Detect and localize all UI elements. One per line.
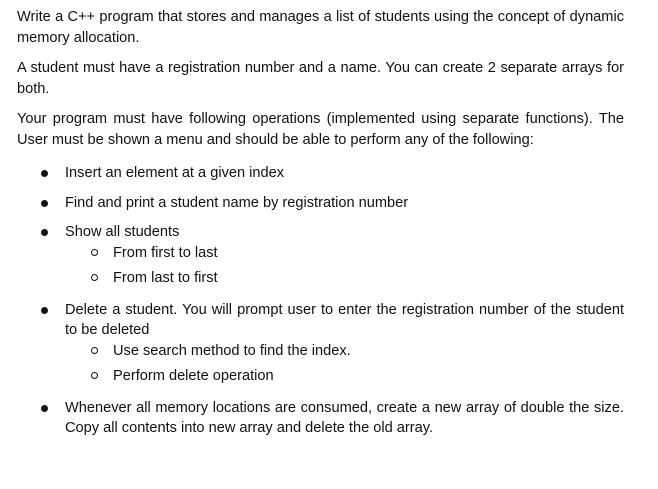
bullet-icon	[41, 307, 48, 314]
hollow-bullet-icon	[91, 249, 98, 256]
requirements-paragraph: A student must have a registration number and a name. You can create 2 separate arrays for both.	[17, 60, 624, 97]
operation-insert: Insert an element at a given index	[65, 165, 285, 181]
intro-paragraph: Write a C++ program that stores and manages a list of students using the concept of dynamic memory allocation.	[17, 9, 624, 46]
delete-perform-step: Perform delete operation	[113, 368, 274, 384]
list-item	[17, 398, 624, 439]
list-item	[17, 222, 624, 289]
delete-sublist	[65, 341, 624, 387]
delete-search-step: Use search method to find the index.	[113, 342, 351, 359]
show-first-to-last: From first to last	[113, 244, 218, 261]
bullet-icon	[41, 229, 48, 236]
hollow-bullet-icon	[91, 274, 98, 281]
document-body	[17, 7, 624, 439]
operation-delete: Delete a student. You will prompt user to enter the registration number of the student to be deleted	[65, 301, 624, 338]
list-item	[17, 300, 624, 387]
sub-list-item	[65, 366, 624, 387]
list-item	[17, 193, 624, 214]
bullet-icon	[41, 200, 48, 207]
list-item	[17, 163, 624, 184]
bullet-icon	[41, 405, 48, 412]
operation-find: Find and print a student name by registration number	[65, 194, 409, 211]
sub-list-item	[65, 341, 624, 362]
sub-list-item	[65, 268, 624, 289]
operation-resize: Whenever all memory locations are consumed, create a new array of double the size. Copy all contents into new array and delete the old array.	[65, 399, 624, 436]
show-last-to-first: From last to first	[113, 270, 218, 286]
hollow-bullet-icon	[91, 347, 98, 354]
bullet-icon	[41, 170, 48, 177]
operations-intro-paragraph: Your program must have following operations (implemented using separate functions). The User must be shown a menu and should be able to perform any of the following:	[17, 111, 624, 148]
show-all-sublist	[65, 243, 624, 289]
hollow-bullet-icon	[91, 372, 98, 379]
operation-show-all: Show all students	[65, 224, 180, 240]
operations-list	[17, 163, 624, 439]
sub-list-item	[65, 243, 624, 264]
